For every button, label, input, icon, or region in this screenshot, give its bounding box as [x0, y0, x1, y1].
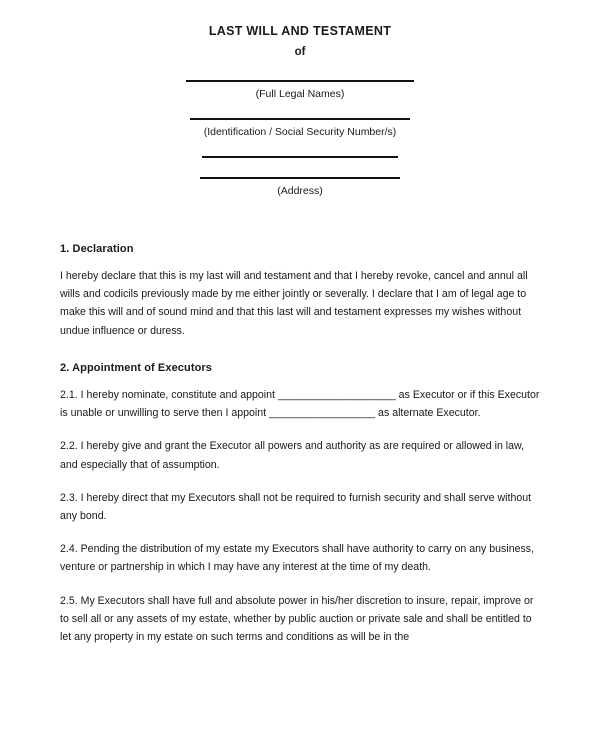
field-address[interactable]	[60, 177, 540, 197]
signature-rule	[186, 80, 414, 82]
title-of-label: of	[294, 46, 306, 58]
paragraph-2-1: 2.1. I hereby nominate, constitute and appoint ____________________ as Executor or if this Executor is unable or unwilling to serve then I appoint __________________ as alternate Executor.	[60, 388, 540, 420]
field-caption-full-legal-names: (Full Legal Names)	[255, 88, 345, 100]
section-heading-appointment-of-executors: 2. Appointment of Executors	[60, 361, 213, 374]
field-address-line-1[interactable]	[60, 156, 540, 158]
spacer	[60, 138, 540, 156]
field-identification-number[interactable]	[60, 118, 540, 138]
spacer	[60, 100, 540, 118]
signature-rule	[190, 118, 410, 120]
paragraph-2-5: 2.5. My Executors shall have full and absolute power in his/her discretion to insure, repair, improve or to sell all or any assets of my estate, whether by public auction or private sale and shall be entitled to let any property in my estate on such terms and conditions as will be in the	[60, 594, 534, 644]
field-caption-identification-number: (Identification / Social Security Number/s)	[203, 126, 397, 138]
spacer	[60, 164, 540, 177]
paragraph-2-3: 2.3. I hereby direct that my Executors shall not be required to furnish security and shall serve without any bond.	[60, 491, 532, 522]
spacer	[60, 58, 540, 80]
paragraph-declaration-1: I hereby declare that this is my last will and testament and that I hereby revoke, cancel and annul all wills and codicils previously made by me either jointly or severally. I declare that I am of legal age to make this will and of sound mind and that this last will and testament expresses my wishes without undue influence or duress.	[60, 270, 528, 337]
signature-rule	[202, 156, 398, 158]
page-title: LAST WILL AND TESTAMENT	[208, 24, 392, 38]
field-full-legal-names[interactable]	[60, 80, 540, 100]
signature-rule	[200, 177, 400, 179]
document-body	[60, 243, 540, 646]
section-heading-declaration: 1. Declaration	[60, 243, 134, 255]
field-caption-address: (Address)	[277, 185, 323, 197]
paragraph-2-2: 2.2. I hereby give and grant the Executor all powers and authority as are required or allowed in law, and especially that of assumption.	[60, 440, 525, 471]
paragraph-2-4: 2.4. Pending the distribution of my estate my Executors shall have authority to carry on any business, venture or partnership in which I may have any interest at the time of my death.	[60, 543, 535, 574]
